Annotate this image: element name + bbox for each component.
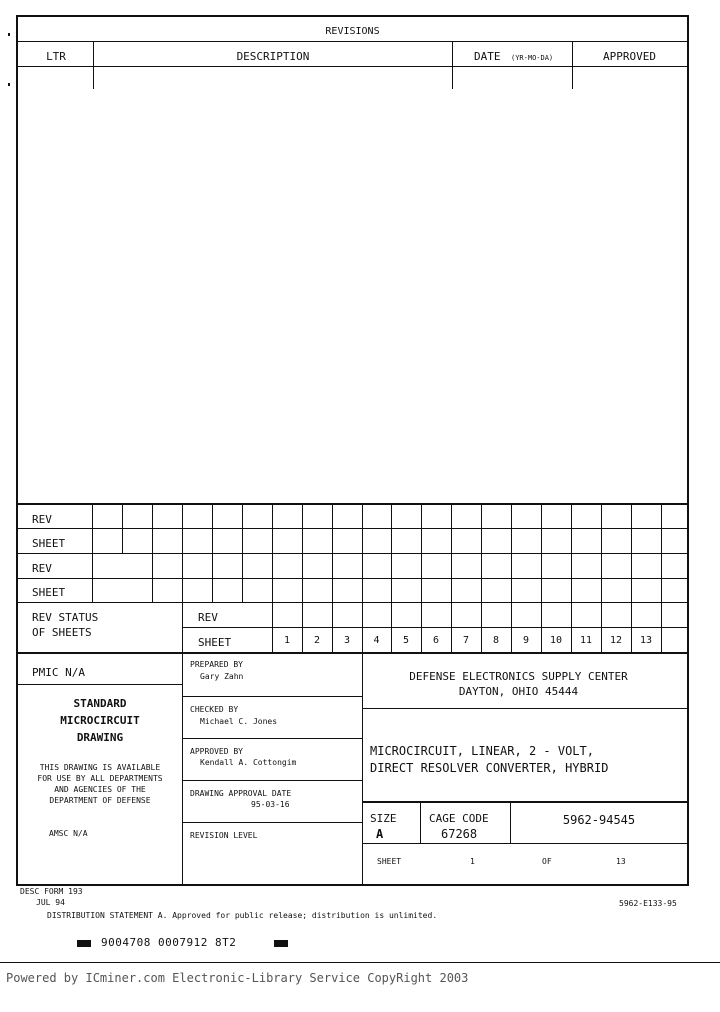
- rev-grid-rule: [18, 652, 687, 654]
- sheet-number: 3: [343, 635, 351, 646]
- frame-right: [687, 15, 689, 885]
- amsc-label: AMSC N/A: [49, 829, 88, 838]
- sheet-number: 5: [402, 635, 410, 646]
- frame-top: [16, 15, 689, 17]
- sheet-number: 6: [432, 635, 440, 646]
- form-date: JUL 94: [36, 898, 65, 907]
- doc-code: 5962-E133-95: [619, 899, 677, 908]
- revisions-title: REVISIONS: [325, 26, 380, 37]
- grid-col-divider: [631, 503, 632, 653]
- grid-col-divider: [511, 503, 512, 653]
- title-block-rule: [18, 684, 182, 685]
- form-number: DESC FORM 193: [20, 887, 83, 896]
- standard-drawing-line1: STANDARD: [73, 697, 127, 710]
- signature-rule: [182, 738, 362, 739]
- agency-line2: DAYTON, OHIO 45444: [458, 685, 579, 698]
- checked-by-label: CHECKED BY: [190, 705, 239, 714]
- sheet-number: 1: [283, 635, 291, 646]
- prepared-by-label: PREPARED BY: [190, 660, 243, 669]
- checked-by-name: Michael C. Jones: [200, 717, 278, 726]
- sheet-value: 1: [470, 857, 475, 866]
- standard-drawing-line3: DRAWING: [76, 731, 124, 744]
- drawing-title-line1: MICROCIRCUIT, LINEAR, 2 - VOLT,: [370, 744, 594, 758]
- col-header-approved: APPROVED: [603, 50, 656, 63]
- approval-date-label: DRAWING APPROVAL DATE: [190, 789, 292, 798]
- rev-row-label: REV: [32, 513, 52, 526]
- grid-col-divider: [601, 503, 602, 653]
- grid-col-divider: [302, 503, 303, 653]
- grid-col-divider: [272, 503, 273, 653]
- cage-code-value: 67268: [441, 827, 478, 841]
- cage-code-label: CAGE CODE: [429, 812, 489, 825]
- grid-col-divider: [541, 503, 542, 653]
- rev-grid-rule: [18, 503, 687, 505]
- of-label: OF: [542, 857, 552, 866]
- col-divider: [93, 41, 94, 89]
- sheet-label: SHEET: [377, 857, 402, 866]
- of-value: 13: [616, 857, 626, 866]
- rev-status-rev-label: REV: [198, 611, 218, 624]
- col-header-description: DESCRIPTION: [236, 50, 310, 63]
- prepared-by-name: Gary Zahn: [200, 672, 244, 681]
- page-divider: [0, 962, 720, 963]
- col-header-date-format: (YR-MO-DA): [511, 54, 554, 62]
- availability-line: DEPARTMENT OF DEFENSE: [49, 796, 151, 805]
- revision-level-label: REVISION LEVEL: [190, 831, 258, 840]
- approved-by-label: APPROVED BY: [190, 747, 243, 756]
- col-header-date: DATE: [474, 50, 501, 63]
- availability-line: FOR USE BY ALL DEPARTMENTS: [37, 774, 163, 783]
- frame-left: [16, 15, 18, 885]
- availability-line: AND AGENCIES OF THE: [54, 785, 146, 794]
- rev-grid-rule: [18, 553, 687, 554]
- revisions-title-rule: [18, 41, 687, 42]
- rev-grid-rule: [182, 627, 687, 628]
- pmic-label: PMIC N/A: [32, 666, 85, 679]
- title-block-rule: [362, 843, 689, 844]
- grid-col-divider: [212, 503, 213, 603]
- rev-grid-rule: [18, 528, 687, 529]
- distribution-statement: DISTRIBUTION STATEMENT A. Approved for public release; distribution is unlimited.: [47, 911, 438, 920]
- grid-col-divider: [332, 503, 333, 653]
- availability-line: THIS DRAWING IS AVAILABLE: [39, 763, 161, 772]
- rev-status-label-2: OF SHEETS: [32, 626, 92, 639]
- sheet-number: 8: [492, 635, 500, 646]
- grid-col-divider: [182, 503, 183, 886]
- rev-status-sheet-label: SHEET: [198, 636, 232, 649]
- grid-col-divider: [571, 503, 572, 653]
- sheet-number: 10: [549, 635, 563, 646]
- agency-line1: DEFENSE ELECTRONICS SUPPLY CENTER: [409, 670, 628, 683]
- scan-mark: [8, 83, 10, 86]
- grid-col-divider: [152, 503, 153, 603]
- sheet-number: 4: [373, 635, 380, 646]
- sheet-row-label: SHEET: [32, 586, 66, 599]
- scan-mark: [8, 33, 10, 36]
- sheet-number: 13: [639, 635, 653, 646]
- grid-col-divider: [122, 503, 123, 553]
- size-label: SIZE: [370, 812, 397, 825]
- rev-status-label: REV STATUS: [32, 611, 99, 624]
- approval-date-value: 95-03-16: [251, 800, 290, 809]
- sheet-number: 9: [522, 635, 530, 646]
- sheet-number: 11: [579, 635, 593, 646]
- rev-row-label: REV: [32, 562, 52, 575]
- barcode-text: 9004708 0007912 8T2: [101, 936, 237, 949]
- col-divider: [572, 41, 573, 89]
- standard-drawing-line2: MICROCIRCUIT: [60, 714, 140, 727]
- grid-col-divider: [92, 503, 93, 603]
- grid-col-divider: [451, 503, 452, 653]
- signature-rule: [182, 696, 362, 697]
- signature-rule: [182, 822, 362, 823]
- grid-col-divider: [661, 503, 662, 653]
- sheet-number: 12: [609, 635, 623, 646]
- grid-col-divider: [391, 503, 392, 653]
- grid-col-divider: [481, 503, 482, 653]
- revisions-header-rule: [18, 66, 687, 67]
- powered-by-text: Powered by ICminer.com Electronic-Library Service CopyRight 2003: [6, 971, 469, 985]
- sheet-number: 7: [462, 635, 470, 646]
- size-value: A: [376, 827, 384, 841]
- sheet-row-label: SHEET: [32, 537, 66, 550]
- col-divider: [452, 41, 453, 89]
- frame-bottom: [16, 884, 689, 886]
- barcode-mark-left: [77, 940, 91, 947]
- title-block-rule: [362, 801, 689, 803]
- approved-by-name: Kendall A. Cottongim: [200, 758, 297, 767]
- rev-grid-rule: [18, 602, 687, 603]
- title-block-rule: [362, 708, 689, 709]
- barcode-mark-right: [274, 940, 288, 947]
- grid-col-divider: [421, 503, 422, 653]
- grid-col-divider: [242, 503, 243, 603]
- col-header-ltr: LTR: [46, 50, 66, 63]
- signature-rule: [182, 780, 362, 781]
- id-col-divider: [420, 801, 421, 843]
- drawing-number: 5962-94545: [562, 813, 636, 827]
- sheet-number: 2: [313, 635, 321, 646]
- drawing-title-line2: DIRECT RESOLVER CONVERTER, HYBRID: [370, 761, 609, 775]
- rev-grid-rule: [18, 578, 687, 579]
